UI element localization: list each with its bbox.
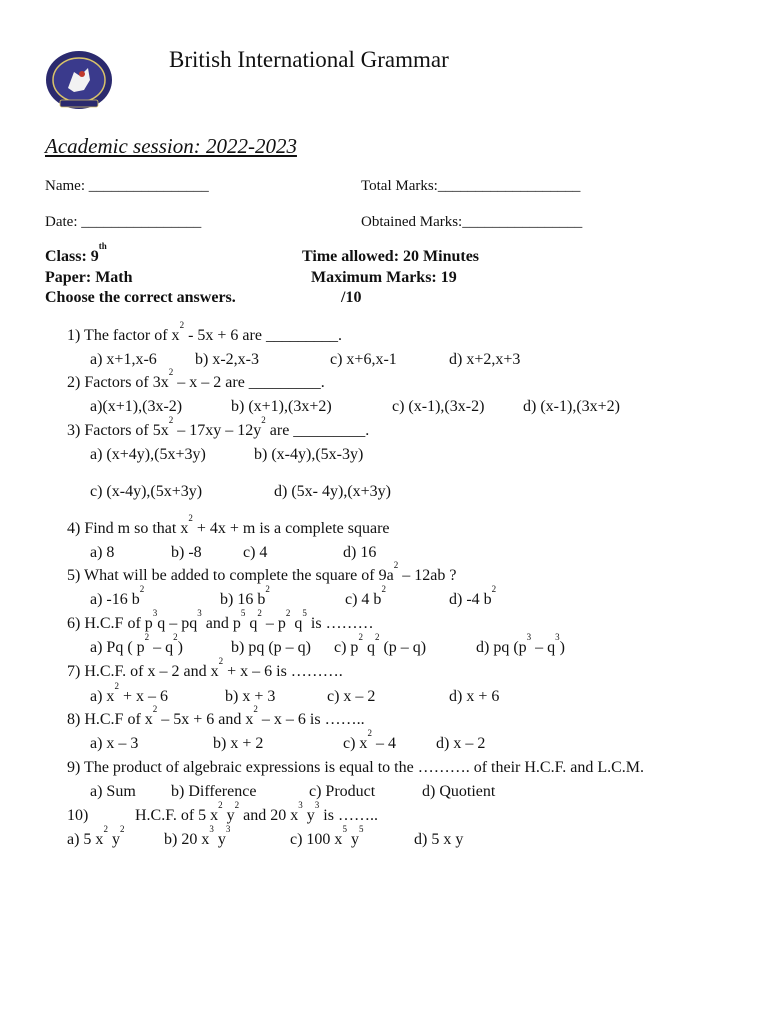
name-field: Name: ________________: [45, 178, 209, 194]
academic-session: Academic session: 2022-2023: [45, 134, 297, 158]
option-c: c) x – 2: [327, 688, 376, 705]
option-a: a) x – 3: [90, 735, 139, 752]
option-d: d) (5x- 4y),(x+3y): [274, 483, 391, 500]
school-name: British International Grammar: [169, 47, 449, 72]
question-10: H.C.F. of 5 $x^2$ $y^2$ and 20 $x^3$ $y^3$ is ……..: [135, 800, 378, 824]
option-c: c) 4: [243, 544, 268, 561]
option-d: d) x – 2: [436, 735, 486, 752]
option-b: b) x-2,x-3: [195, 351, 259, 368]
question-5: 5) What will be added to complete the square of $9a^2 - 12ab$ ?: [67, 560, 457, 584]
max-marks: Maximum Marks: 19: [311, 269, 457, 286]
option-d: d) 5 x y: [414, 831, 464, 848]
option-d: d) x + 6: [449, 688, 500, 705]
option-c: c) (x-1),(3x-2): [392, 398, 485, 415]
option-a: a) $x^2 + x - 6$: [90, 681, 168, 705]
option-a: a) (x+4y),(5x+3y): [90, 446, 206, 463]
option-a: a)(x+1),(3x-2): [90, 398, 183, 415]
option-a: a) x+1,x-6: [90, 351, 157, 368]
option-a: a) Sum: [90, 783, 136, 800]
option-a: a) -16 $b^2$: [90, 584, 145, 608]
option-b: b) (x-4y),(5x-3y): [254, 446, 364, 463]
question-8: 8) H.C.F of $x^2 - 5x + 6$ and $x^2$ – x – 6 is ……..: [67, 704, 365, 728]
question-10-number: 10): [67, 807, 89, 824]
option-a: a) Pq ( $p^2 - q^2$): [90, 632, 183, 656]
option-b: b) 20 $x^3$ $y^3$: [164, 824, 231, 848]
option-d: d) -4 $b^2$: [449, 584, 497, 608]
question-4: 4) Find m so that $x^2 + 4x + m$ is a complete square: [67, 513, 390, 537]
option-c: c) Product: [309, 783, 376, 800]
date-field: Date: ________________: [45, 214, 202, 230]
option-b: b) (x+1),(3x+2): [231, 398, 332, 415]
question-2: 2) Factors of $3x^2$ – x – 2 are _________.: [67, 367, 325, 391]
obtained-marks-field: Obtained Marks:________________: [361, 214, 583, 230]
paper-label: Paper: Math: [45, 269, 133, 286]
option-b: b) x + 3: [225, 688, 276, 705]
option-a: a) 8: [90, 544, 115, 561]
option-c: c) 100 $x^5$ $y^5$: [290, 824, 364, 848]
option-d: d) (x-1),(3x+2): [523, 398, 620, 415]
option-d: d) Quotient: [422, 783, 496, 800]
class-label: Class: 9th: [45, 241, 107, 265]
option-a: a) 5 $x^2$ $y^2$: [67, 824, 125, 848]
option-d: d) x+2,x+3: [449, 351, 521, 368]
option-d: d) 16: [343, 544, 377, 561]
question-1: 1) The factor of $x^2 - 5x + 6$ are _________.: [67, 320, 342, 344]
school-logo: [44, 50, 114, 112]
option-c: c) 4 $b^2$: [345, 584, 386, 608]
option-b: b) pq (p – q): [231, 639, 311, 656]
time-allowed: Time allowed: 20 Minutes: [302, 248, 480, 265]
total-marks-field: Total Marks:___________________: [361, 178, 581, 194]
option-b: b) x + 2: [213, 735, 264, 752]
option-c: c) $x^2 - 4$: [343, 728, 396, 752]
option-b: b) Difference: [171, 783, 257, 800]
instructions: Choose the correct answers.: [45, 289, 236, 306]
question-3: 3) Factors of $5x^2 - 17xy - 12y^2$ are _________.: [67, 415, 370, 439]
question-6: 6) H.C.F of $p^3q - pq^3$ and $p^5$ $q^2 - p^2$ $q^5$ is ………: [67, 608, 374, 632]
option-b: b) 16 $b^2$: [220, 584, 270, 608]
option-d: d) pq $(p^3 - q^3)$: [476, 632, 565, 656]
option-c: c) $p^2$ $q^2$ (p – q): [334, 632, 427, 656]
question-7: 7) H.C.F. of x – 2 and $x^2 + x - 6$ is ……….: [67, 656, 343, 680]
option-c: c) x+6,x-1: [330, 351, 397, 368]
section-marks: /10: [341, 289, 362, 306]
question-9: 9) The product of algebraic expressions is equal to the ………. of their H.C.F. and L.C.M.: [67, 759, 644, 776]
option-b: b) -8: [171, 544, 202, 561]
option-c: c) (x-4y),(5x+3y): [90, 483, 203, 500]
